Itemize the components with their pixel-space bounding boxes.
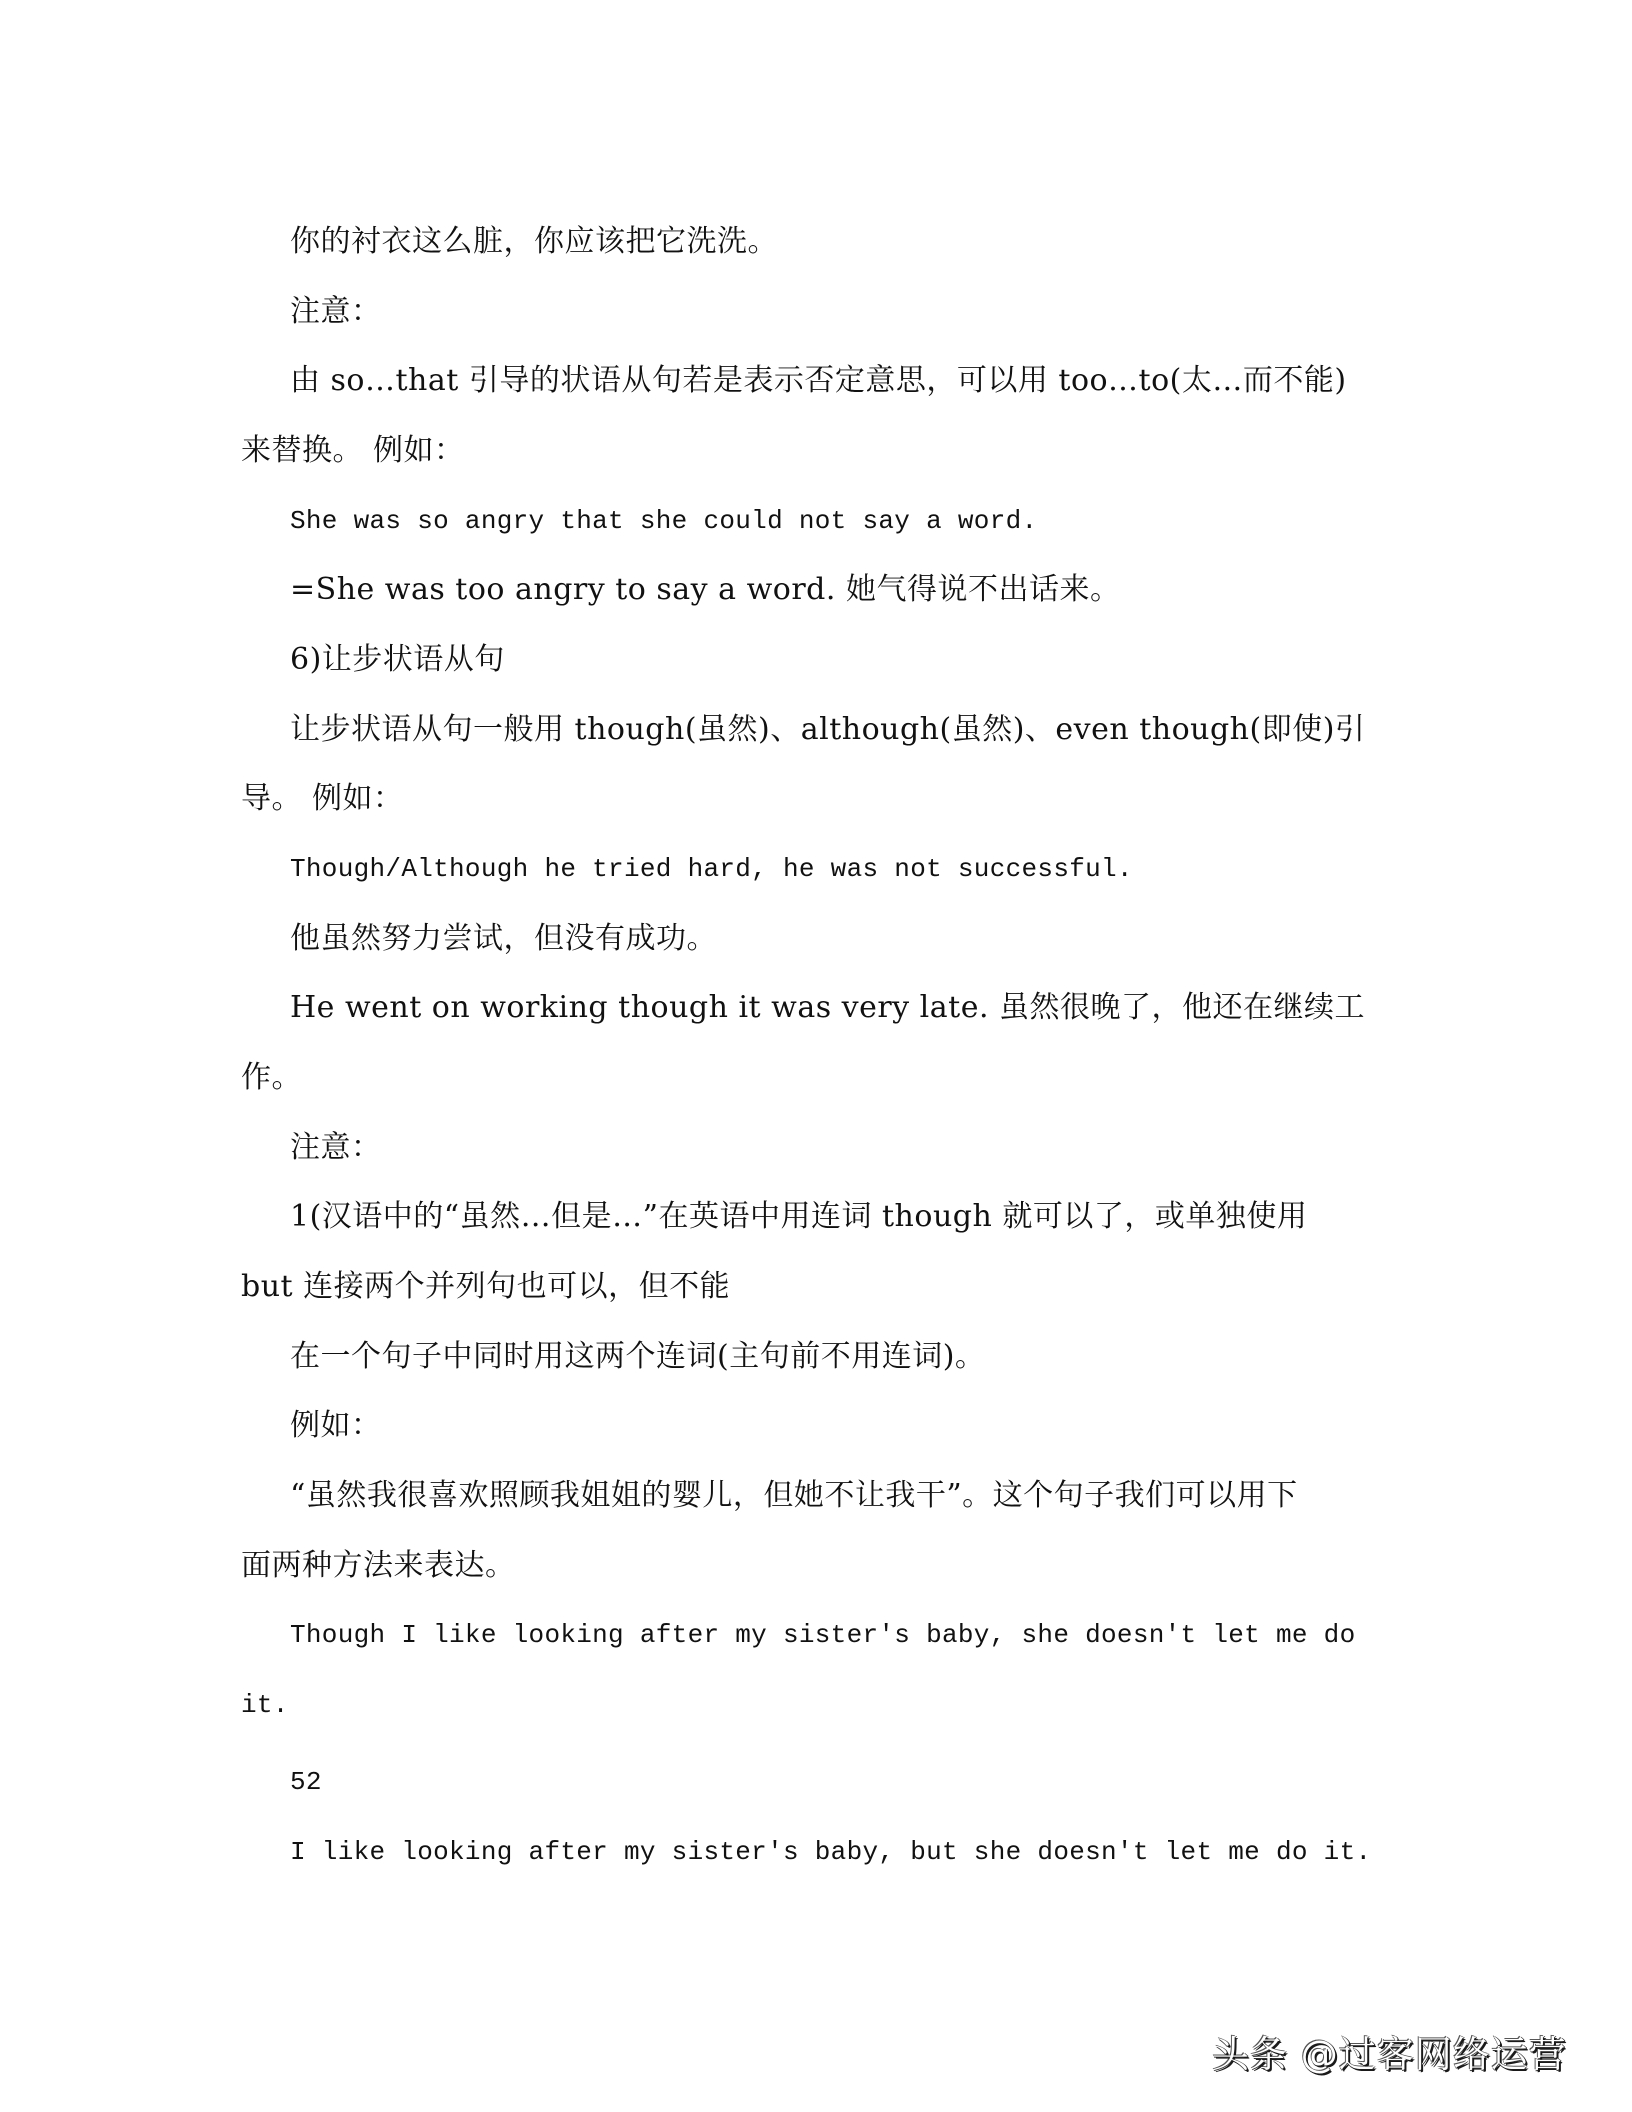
example-sentence: She was so angry that she could not say a word. — [290, 506, 1038, 536]
page-number: 52 — [290, 1767, 322, 1797]
text-line: 由 so…that 引导的状语从句若是表示否定意思，可以用 too…to(太…而不能) — [290, 363, 1347, 398]
example-sentence: =She was too angry to say a word. 她气得说不出话来。 — [290, 572, 1121, 607]
note-heading: 注意： — [290, 294, 382, 329]
example-sentence: it. — [241, 1690, 289, 1720]
example-sentence: Though I like looking after my sister's baby, she doesn't let me do — [290, 1620, 1356, 1650]
watermark: 头条 @过客网络运营 — [1212, 2033, 1567, 2076]
text-line: 面两种方法来表达。 — [241, 1548, 516, 1583]
text-line: “虽然我很喜欢照顾我姐姐的婴儿，但她不让我干”。这个句子我们可以用下 — [290, 1478, 1298, 1513]
text-line: but 连接两个并列句也可以，但不能 — [241, 1269, 731, 1304]
text-line: 你的衬衣这么脏，你应该把它洗洗。 — [290, 224, 778, 259]
text-line: 在一个句子中同时用这两个连词(主句前不用连词)。 — [290, 1339, 986, 1374]
text-line: 导。 例如： — [241, 781, 404, 816]
text-line: 1(汉语中的“虽然…但是…”在英语中用连词 though 就可以了，或单独使用 — [290, 1199, 1308, 1234]
example-sentence: He went on working though it was very late. 虽然很晚了，他还在继续工 — [290, 990, 1366, 1025]
example-sentence: Though/Although he tried hard, he was not successful. — [290, 854, 1133, 884]
note-heading: 注意： — [290, 1130, 382, 1165]
translation-line: 他虽然努力尝试，但没有成功。 — [290, 921, 717, 956]
text-line: 让步状语从句一般用 though(虽然)、although(虽然)、even though(即使)引 — [290, 712, 1366, 747]
section-heading: 6)让步状语从句 — [290, 642, 505, 677]
text-line: 来替换。 例如： — [241, 433, 465, 468]
text-line: 例如： — [290, 1408, 382, 1443]
text-line: 作。 — [241, 1060, 302, 1095]
example-sentence: I like looking after my sister's baby, but she doesn't let me do it. — [290, 1837, 1372, 1867]
